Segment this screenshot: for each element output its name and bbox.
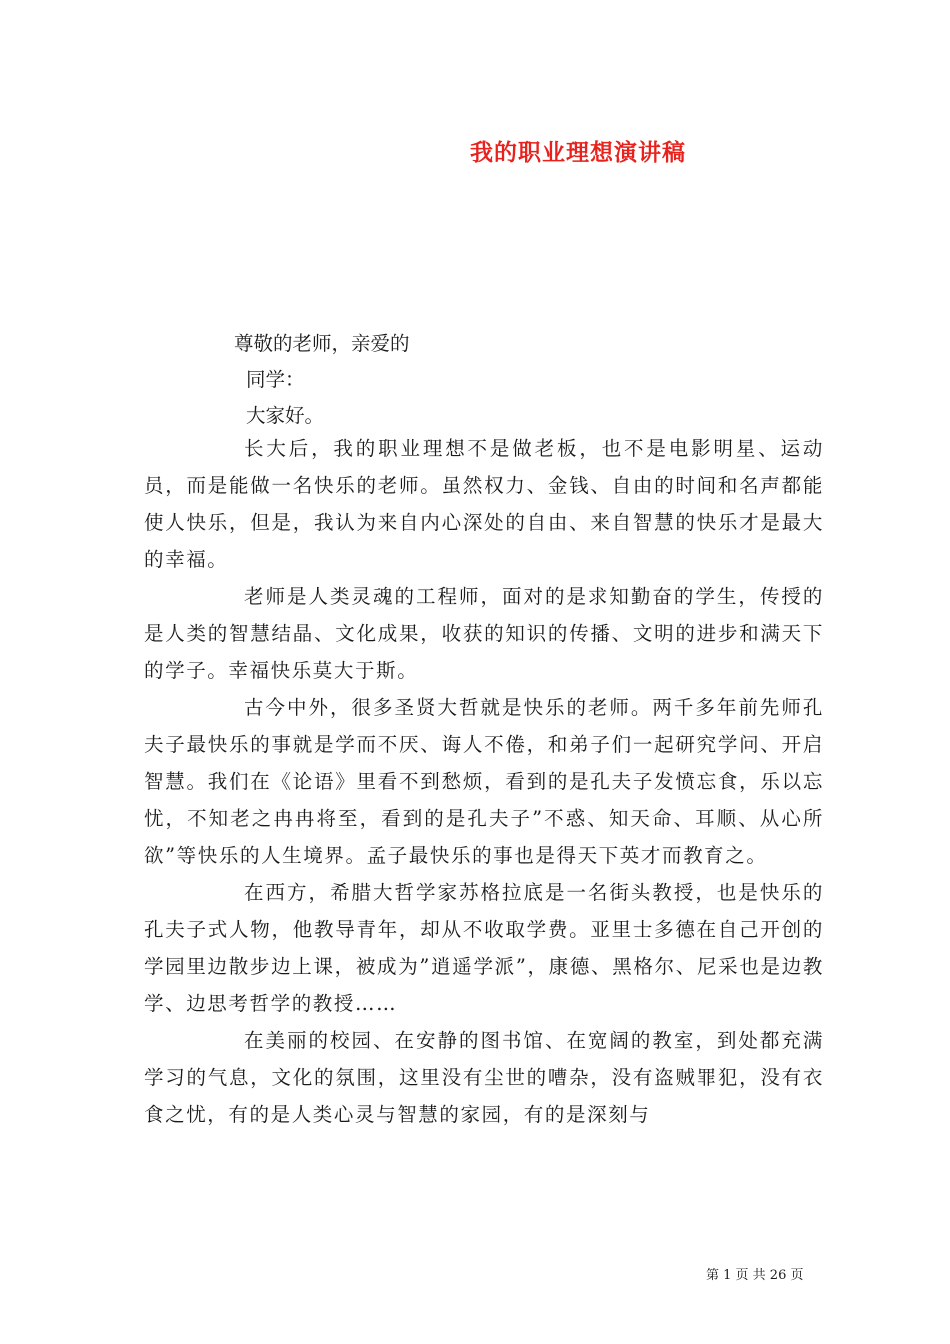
document-title: 我的职业理想演讲稿 xyxy=(470,139,686,166)
salutation-line-3: 大家好。 xyxy=(246,404,325,427)
salutation-line-1: 尊敬的老师，亲爱的 xyxy=(234,332,410,355)
speech-body xyxy=(144,430,824,1133)
paragraph: 在美丽的校园、在安静的图书馆、在宽阔的教室，到处都充满学习的气息，文化的氛围，这里没有尘世的嘈杂，没有盗贼罪犯，没有衣食之忧，有的是人类心灵与智慧的家园，有的是深刻与 xyxy=(144,1029,824,1126)
paragraph: 在西方，希腊大哲学家苏格拉底是一名街头教授，也是快乐的孔夫子式人物，他教导青年，却从不收取学费。亚里士多德在自己开创的学园里边散步边上课，被成为”逍遥学派”，康德、黑格尔、尼采也是边教学、边思考哲学的教授…… xyxy=(144,881,824,1015)
salutation xyxy=(234,326,410,434)
paragraph: 老师是人类灵魂的工程师，面对的是求知勤奋的学生，传授的是人类的智慧结晶、文化成果，收获的知识的传播、文明的进步和满天下的学子。幸福快乐莫大于斯。 xyxy=(144,585,824,682)
paragraph: 古今中外，很多圣贤大哲就是快乐的老师。两千多年前先师孔夫子最快乐的事就是学而不厌、诲人不倦，和弟子们一起研究学问、开启智慧。我们在《论语》里看不到愁烦，看到的是孔夫子发愤忘食，乐以忘忧，不知老之冉冉将至，看到的是孔夫子”不惑、知天命、耳顺、从心所欲”等快乐的人生境界。孟子最快乐的事也是得天下英才而教育之。 xyxy=(144,696,824,867)
salutation-line-2: 同学： xyxy=(246,368,305,391)
page-footer: 第 1 页 共 26 页 xyxy=(706,1268,804,1283)
paragraph: 长大后，我的职业理想不是做老板，也不是电影明星、运动员，而是能做一名快乐的老师。虽然权力、金钱、自由的时间和名声都能使人快乐，但是，我认为来自内心深处的自由、来自智慧的快乐才是最大的幸福。 xyxy=(144,437,824,571)
